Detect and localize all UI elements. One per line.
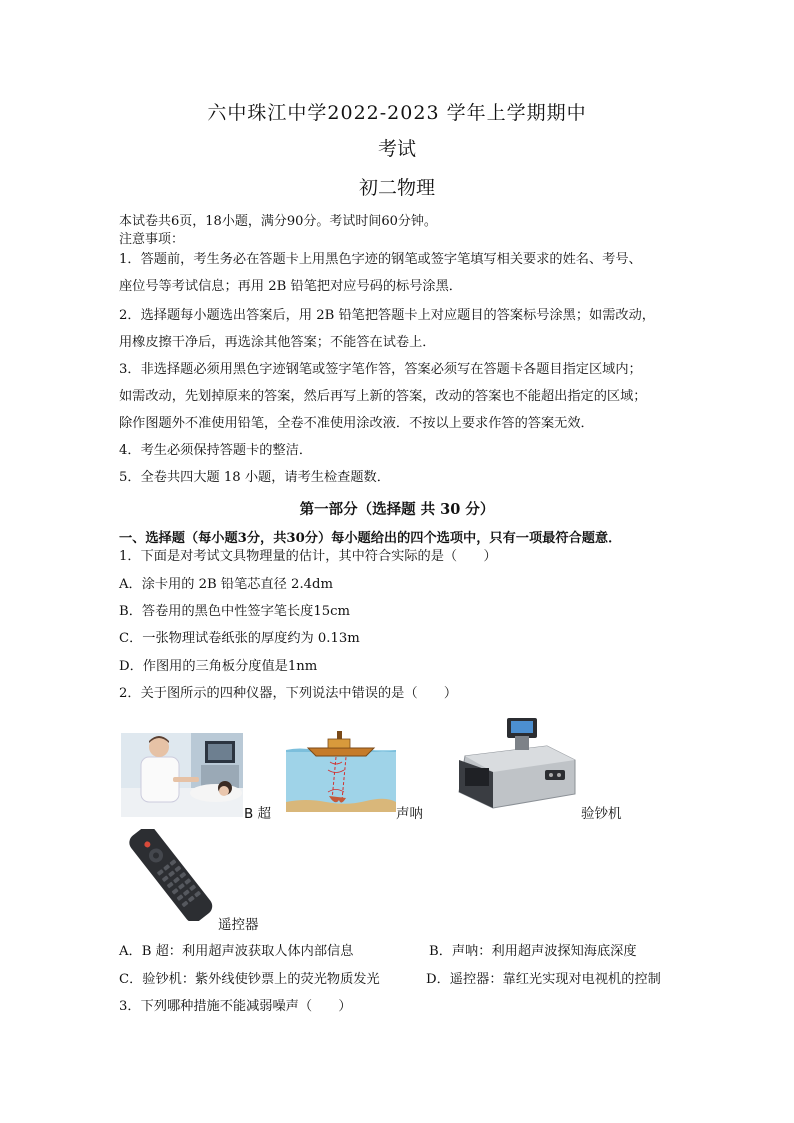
question-2-stem: 2．关于图所示的四种仪器，下列说法中错误的是（ ） — [119, 686, 458, 701]
question-2-option-b: B．声呐：利用超声波探知海底深度 — [429, 944, 637, 959]
notice-line: 座位号等考试信息；再用 2B 铅笔把对应号码的标号涂黑． — [119, 279, 462, 294]
part1-heading: 第一部分（选择题 共 30 分） — [299, 501, 495, 518]
notice-line: 3．非选择题必须用黑色字迹钢笔或签字笔作答，答案必须写在答题卡各题目指定区域内； — [119, 362, 642, 377]
question-2-option-c: C．验钞机：紫外线使钞票上的荧光物质发光 — [119, 972, 380, 987]
figure-caption-money-counter: 验钞机 — [581, 806, 622, 822]
part1-instruction: 一、选择题（每小题3分，共30分）每小题给出的四个选项中，只有一项最符合题意． — [119, 531, 622, 546]
question-1-option-c: C．一张物理试卷纸张的厚度约为 0.13m — [119, 631, 360, 646]
subject-title: 初二物理 — [358, 177, 435, 199]
notice-line: 4．考生必须保持答题卡的整洁． — [119, 443, 313, 458]
exam-title-continued: 考试 — [377, 138, 416, 160]
question-1-option-b: B．答卷用的黑色中性签字笔长度15cm — [119, 604, 350, 619]
question-1-option-a: A．涂卡用的 2B 铅笔芯直径 2.4dm — [119, 577, 333, 592]
remote-control-image — [122, 829, 218, 921]
money-counter-image — [451, 716, 581, 812]
question-2-option-a: A．B 超：利用超声波获取人体内部信息 — [119, 944, 354, 959]
notice-line: 1．答题前，考生务必在答题卡上用黑色字迹的钢笔或签字笔填写相关要求的姓名、考号、 — [119, 252, 642, 267]
notice-line: 2．选择题每小题选出答案后，用 2B 铅笔把答题卡上对应题目的答案标号涂黑；如需改动， — [119, 308, 655, 323]
figure-caption-b-ultrasound: B 超 — [244, 806, 272, 822]
exam-title: 六中珠江中学2022-2023 学年上学期期中 — [207, 102, 587, 124]
notice-line: 5．全卷共四大题 18 小题，请考生检查题数． — [119, 470, 390, 485]
question-2-option-d: D．遥控器：靠红光实现对电视机的控制 — [426, 972, 661, 987]
notice-line: 用橡皮擦干净后，再选涂其他答案；不能答在试卷上． — [119, 335, 436, 350]
notice-line: 除作图题外不准使用铅笔，全卷不准使用涂改液．不按以上要求作答的答案无效． — [119, 416, 594, 431]
notice-line: 如需改动，先划掉原来的答案，然后再写上新的答案，改动的答案也不能超出指定的区域； — [119, 389, 647, 404]
figure-caption-remote-control: 遥控器 — [218, 917, 259, 933]
sonar-image — [286, 726, 396, 812]
figure-caption-sonar: 声呐 — [396, 806, 423, 822]
exam-summary: 本试卷共6页，18小题，满分90分。考试时间60分钟。 — [119, 214, 437, 229]
b-ultrasound-image — [121, 733, 243, 817]
notice-label: 注意事项： — [119, 232, 185, 247]
question-1-option-d: D．作图用的三角板分度值是1nm — [119, 659, 318, 674]
question-1-stem: 1．下面是对考试文具物理量的估计，其中符合实际的是（ ） — [119, 549, 497, 564]
question-3-stem: 3．下列哪种措施不能减弱噪声（ ） — [119, 999, 352, 1014]
